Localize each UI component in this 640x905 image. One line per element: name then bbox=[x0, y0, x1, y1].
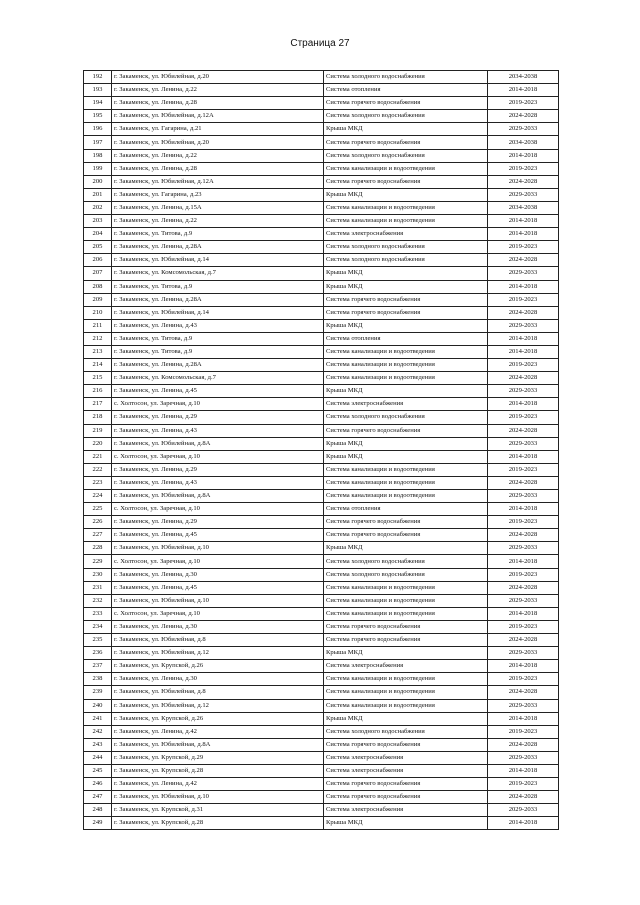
row-number: 192 bbox=[84, 71, 112, 84]
row-number: 228 bbox=[84, 542, 112, 555]
table-row bbox=[84, 686, 559, 699]
system-cell: Система отопления bbox=[324, 332, 488, 345]
page-title: Страница 27 bbox=[290, 38, 350, 49]
period-cell: 2014-2018 bbox=[488, 215, 559, 228]
period-cell: 2014-2018 bbox=[488, 817, 559, 830]
table-row bbox=[84, 228, 559, 241]
row-number: 221 bbox=[84, 450, 112, 463]
system-cell: Система холодного водоснабжения bbox=[324, 71, 488, 84]
system-cell: Система горячего водоснабжения bbox=[324, 738, 488, 751]
period-cell: 2014-2018 bbox=[488, 764, 559, 777]
table-row bbox=[84, 215, 559, 228]
row-number: 195 bbox=[84, 110, 112, 123]
address-cell: г. Закаменск, ул. Юбилейная, д.10 bbox=[112, 791, 324, 804]
address-cell: г. Закаменск, ул. Юбилейная, д.8 bbox=[112, 634, 324, 647]
table-row bbox=[84, 542, 559, 555]
period-cell: 2024-2028 bbox=[488, 254, 559, 267]
table-row bbox=[84, 398, 559, 411]
table-row bbox=[84, 463, 559, 476]
address-cell: г. Закаменск, ул. Комсомольская, д.7 bbox=[112, 267, 324, 280]
table-row bbox=[84, 385, 559, 398]
table-row bbox=[84, 149, 559, 162]
address-cell: г. Закаменск, ул. Юбилейная, д.10 bbox=[112, 542, 324, 555]
system-cell: Система канализации и водоотведения bbox=[324, 372, 488, 385]
table-row bbox=[84, 634, 559, 647]
system-cell: Система холодного водоснабжения bbox=[324, 149, 488, 162]
table-row bbox=[84, 673, 559, 686]
period-cell: 2014-2018 bbox=[488, 660, 559, 673]
table-row bbox=[84, 568, 559, 581]
address-cell: г. Закаменск, ул. Юбилейная, д.8А bbox=[112, 738, 324, 751]
address-cell: с. Холтосон, ул. Заречная, д.10 bbox=[112, 555, 324, 568]
table-row bbox=[84, 345, 559, 358]
system-cell: Система канализации и водоотведения bbox=[324, 345, 488, 358]
address-cell: г. Закаменск, ул. Юбилейная, д.12А bbox=[112, 175, 324, 188]
row-number: 225 bbox=[84, 503, 112, 516]
address-cell: г. Закаменск, ул. Ленина, д.42 bbox=[112, 725, 324, 738]
table-row bbox=[84, 254, 559, 267]
address-cell: г. Закаменск, ул. Ленина, д.29 bbox=[112, 411, 324, 424]
table-row bbox=[84, 804, 559, 817]
table-body bbox=[84, 71, 559, 830]
period-cell: 2019-2023 bbox=[488, 241, 559, 254]
period-cell: 2014-2018 bbox=[488, 332, 559, 345]
address-cell: г. Закаменск, ул. Ленина, д.43 bbox=[112, 476, 324, 489]
row-number: 197 bbox=[84, 136, 112, 149]
table-row bbox=[84, 332, 559, 345]
period-cell: 2019-2023 bbox=[488, 162, 559, 175]
address-cell: с. Холтосон, ул. Заречная, д.10 bbox=[112, 503, 324, 516]
system-cell: Система отопления bbox=[324, 503, 488, 516]
row-number: 233 bbox=[84, 607, 112, 620]
period-cell: 2014-2018 bbox=[488, 398, 559, 411]
table-row bbox=[84, 529, 559, 542]
period-cell: 2014-2018 bbox=[488, 280, 559, 293]
table-row bbox=[84, 476, 559, 489]
row-number: 220 bbox=[84, 437, 112, 450]
table-row bbox=[84, 267, 559, 280]
period-cell: 2024-2028 bbox=[488, 175, 559, 188]
address-cell: г. Закаменск, ул. Ленина, д.29 bbox=[112, 463, 324, 476]
row-number: 204 bbox=[84, 228, 112, 241]
period-cell: 2014-2018 bbox=[488, 555, 559, 568]
period-cell: 2019-2023 bbox=[488, 778, 559, 791]
row-number: 213 bbox=[84, 345, 112, 358]
system-cell: Система электроснабжения bbox=[324, 804, 488, 817]
system-cell: Система электроснабжения bbox=[324, 751, 488, 764]
row-number: 211 bbox=[84, 319, 112, 332]
address-cell: г. Закаменск, ул. Ленина, д.30 bbox=[112, 568, 324, 581]
table-row bbox=[84, 712, 559, 725]
period-cell: 2024-2028 bbox=[488, 110, 559, 123]
system-cell: Крыша МКД bbox=[324, 319, 488, 332]
table-row bbox=[84, 162, 559, 175]
row-number: 205 bbox=[84, 241, 112, 254]
system-cell: Система горячего водоснабжения bbox=[324, 529, 488, 542]
row-number: 236 bbox=[84, 647, 112, 660]
row-number: 237 bbox=[84, 660, 112, 673]
period-cell: 2029-2033 bbox=[488, 751, 559, 764]
address-cell: г. Закаменск, ул. Ленина, д.22 bbox=[112, 84, 324, 97]
system-cell: Система горячего водоснабжения bbox=[324, 634, 488, 647]
table-row bbox=[84, 817, 559, 830]
period-cell: 2024-2028 bbox=[488, 686, 559, 699]
system-cell: Система холодного водоснабжения bbox=[324, 411, 488, 424]
address-cell: г. Закаменск, ул. Ленина, д.45 bbox=[112, 385, 324, 398]
row-number: 202 bbox=[84, 201, 112, 214]
table-row bbox=[84, 607, 559, 620]
row-number: 248 bbox=[84, 804, 112, 817]
address-cell: г. Закаменск, ул. Ленина, д.45 bbox=[112, 581, 324, 594]
period-cell: 2029-2033 bbox=[488, 594, 559, 607]
system-cell: Система канализации и водоотведения bbox=[324, 359, 488, 372]
address-cell: г. Закаменск, ул. Юбилейная, д.8 bbox=[112, 686, 324, 699]
period-cell: 2019-2023 bbox=[488, 620, 559, 633]
system-cell: Система горячего водоснабжения bbox=[324, 97, 488, 110]
row-number: 244 bbox=[84, 751, 112, 764]
system-cell: Крыша МКД bbox=[324, 542, 488, 555]
row-number: 201 bbox=[84, 188, 112, 201]
table-row bbox=[84, 123, 559, 136]
period-cell: 2019-2023 bbox=[488, 725, 559, 738]
row-number: 209 bbox=[84, 293, 112, 306]
row-number: 234 bbox=[84, 620, 112, 633]
period-cell: 2034-2038 bbox=[488, 201, 559, 214]
address-cell: г. Закаменск, ул. Ленина, д.30 bbox=[112, 673, 324, 686]
system-cell: Система электроснабжения bbox=[324, 398, 488, 411]
period-cell: 2029-2033 bbox=[488, 804, 559, 817]
period-cell: 2029-2033 bbox=[488, 267, 559, 280]
system-cell: Крыша МКД bbox=[324, 712, 488, 725]
row-number: 247 bbox=[84, 791, 112, 804]
system-cell: Система холодного водоснабжения bbox=[324, 725, 488, 738]
row-number: 212 bbox=[84, 332, 112, 345]
row-number: 246 bbox=[84, 778, 112, 791]
system-cell: Система холодного водоснабжения bbox=[324, 555, 488, 568]
row-number: 196 bbox=[84, 123, 112, 136]
row-number: 232 bbox=[84, 594, 112, 607]
table-row bbox=[84, 175, 559, 188]
address-cell: г. Закаменск, ул. Комсомольская, д.7 bbox=[112, 372, 324, 385]
row-number: 200 bbox=[84, 175, 112, 188]
system-cell: Система холодного водоснабжения bbox=[324, 254, 488, 267]
table-row bbox=[84, 411, 559, 424]
table-row bbox=[84, 725, 559, 738]
period-cell: 2019-2023 bbox=[488, 463, 559, 476]
period-cell: 2029-2033 bbox=[488, 699, 559, 712]
table-row bbox=[84, 359, 559, 372]
address-cell: г. Закаменск, ул. Крупской, д.26 bbox=[112, 712, 324, 725]
row-number: 230 bbox=[84, 568, 112, 581]
row-number: 227 bbox=[84, 529, 112, 542]
table-row bbox=[84, 516, 559, 529]
table-row bbox=[84, 437, 559, 450]
table-row bbox=[84, 450, 559, 463]
table-row bbox=[84, 188, 559, 201]
table-row bbox=[84, 738, 559, 751]
system-cell: Система горячего водоснабжения bbox=[324, 791, 488, 804]
address-cell: г. Закаменск, ул. Юбилейная, д.20 bbox=[112, 136, 324, 149]
system-cell: Система горячего водоснабжения bbox=[324, 293, 488, 306]
address-cell: г. Закаменск, ул. Юбилейная, д.20 bbox=[112, 71, 324, 84]
system-cell: Система горячего водоснабжения bbox=[324, 620, 488, 633]
address-cell: г. Закаменск, ул. Юбилейная, д.14 bbox=[112, 254, 324, 267]
address-cell: г. Закаменск, ул. Титова, д.9 bbox=[112, 332, 324, 345]
row-number: 226 bbox=[84, 516, 112, 529]
system-cell: Крыша МКД bbox=[324, 647, 488, 660]
system-cell: Система отопления bbox=[324, 84, 488, 97]
table-row bbox=[84, 424, 559, 437]
period-cell: 2014-2018 bbox=[488, 712, 559, 725]
row-number: 240 bbox=[84, 699, 112, 712]
address-cell: г. Закаменск, ул. Юбилейная, д.14 bbox=[112, 306, 324, 319]
table-row bbox=[84, 280, 559, 293]
address-cell: с. Холтосон, ул. Заречная, д.10 bbox=[112, 398, 324, 411]
period-cell: 2019-2023 bbox=[488, 411, 559, 424]
system-cell: Система холодного водоснабжения bbox=[324, 241, 488, 254]
address-cell: г. Закаменск, ул. Ленина, д.28А bbox=[112, 241, 324, 254]
period-cell: 2014-2018 bbox=[488, 450, 559, 463]
system-cell: Система канализации и водоотведения bbox=[324, 463, 488, 476]
system-cell: Система горячего водоснабжения bbox=[324, 516, 488, 529]
period-cell: 2029-2033 bbox=[488, 188, 559, 201]
period-cell: 2014-2018 bbox=[488, 607, 559, 620]
system-cell: Система электроснабжения bbox=[324, 660, 488, 673]
table-row bbox=[84, 136, 559, 149]
table-row bbox=[84, 660, 559, 673]
address-cell: г. Закаменск, ул. Титова, д.9 bbox=[112, 228, 324, 241]
system-cell: Крыша МКД bbox=[324, 817, 488, 830]
address-cell: г. Закаменск, ул. Крупской, д.31 bbox=[112, 804, 324, 817]
table-row bbox=[84, 647, 559, 660]
address-cell: г. Закаменск, ул. Гагарина, д.21 bbox=[112, 123, 324, 136]
address-cell: г. Закаменск, ул. Ленина, д.43 bbox=[112, 319, 324, 332]
row-number: 207 bbox=[84, 267, 112, 280]
row-number: 214 bbox=[84, 359, 112, 372]
row-number: 224 bbox=[84, 490, 112, 503]
period-cell: 2024-2028 bbox=[488, 634, 559, 647]
period-cell: 2029-2033 bbox=[488, 385, 559, 398]
table-row bbox=[84, 97, 559, 110]
row-number: 238 bbox=[84, 673, 112, 686]
row-number: 223 bbox=[84, 476, 112, 489]
address-cell: г. Закаменск, ул. Ленина, д.42 bbox=[112, 778, 324, 791]
period-cell: 2024-2028 bbox=[488, 306, 559, 319]
table-row bbox=[84, 201, 559, 214]
row-number: 243 bbox=[84, 738, 112, 751]
address-cell: г. Закаменск, ул. Ленина, д.22 bbox=[112, 215, 324, 228]
system-cell: Система канализации и водоотведения bbox=[324, 699, 488, 712]
period-cell: 2034-2038 bbox=[488, 71, 559, 84]
address-cell: г. Закаменск, ул. Юбилейная, д.8А bbox=[112, 437, 324, 450]
row-number: 239 bbox=[84, 686, 112, 699]
address-cell: г. Закаменск, ул. Ленина, д.45 bbox=[112, 529, 324, 542]
system-cell: Система канализации и водоотведения bbox=[324, 686, 488, 699]
repair-schedule-table bbox=[83, 70, 559, 830]
row-number: 229 bbox=[84, 555, 112, 568]
system-cell: Система электроснабжения bbox=[324, 228, 488, 241]
period-cell: 2014-2018 bbox=[488, 149, 559, 162]
table-row bbox=[84, 71, 559, 84]
row-number: 198 bbox=[84, 149, 112, 162]
row-number: 222 bbox=[84, 463, 112, 476]
table-row bbox=[84, 620, 559, 633]
system-cell: Крыша МКД bbox=[324, 188, 488, 201]
period-cell: 2024-2028 bbox=[488, 424, 559, 437]
system-cell: Система холодного водоснабжения bbox=[324, 110, 488, 123]
address-cell: г. Закаменск, ул. Ленина, д.30 bbox=[112, 620, 324, 633]
system-cell: Система холодного водоснабжения bbox=[324, 568, 488, 581]
address-cell: г. Закаменск, ул. Титова, д.9 bbox=[112, 280, 324, 293]
address-cell: г. Закаменск, ул. Гагарина, д.23 bbox=[112, 188, 324, 201]
period-cell: 2024-2028 bbox=[488, 529, 559, 542]
period-cell: 2019-2023 bbox=[488, 568, 559, 581]
address-cell: г. Закаменск, ул. Ленина, д.28А bbox=[112, 293, 324, 306]
system-cell: Система горячего водоснабжения bbox=[324, 175, 488, 188]
table-row bbox=[84, 490, 559, 503]
period-cell: 2024-2028 bbox=[488, 372, 559, 385]
period-cell: 2019-2023 bbox=[488, 359, 559, 372]
period-cell: 2019-2023 bbox=[488, 293, 559, 306]
address-cell: г. Закаменск, ул. Ленина, д.29 bbox=[112, 516, 324, 529]
address-cell: г. Закаменск, ул. Крупской, д.26 bbox=[112, 660, 324, 673]
address-cell: г. Закаменск, ул. Ленина, д.15А bbox=[112, 201, 324, 214]
address-cell: г. Закаменск, ул. Ленина, д.28 bbox=[112, 162, 324, 175]
table-row bbox=[84, 751, 559, 764]
address-cell: г. Закаменск, ул. Ленина, д.43 bbox=[112, 424, 324, 437]
period-cell: 2034-2038 bbox=[488, 136, 559, 149]
row-number: 235 bbox=[84, 634, 112, 647]
system-cell: Система канализации и водоотведения bbox=[324, 476, 488, 489]
row-number: 199 bbox=[84, 162, 112, 175]
system-cell: Система горячего водоснабжения bbox=[324, 306, 488, 319]
address-cell: с. Холтосон, ул. Заречная, д.10 bbox=[112, 607, 324, 620]
address-cell: г. Закаменск, ул. Титова, д.9 bbox=[112, 345, 324, 358]
system-cell: Система канализации и водоотведения bbox=[324, 201, 488, 214]
table-row bbox=[84, 110, 559, 123]
address-cell: г. Закаменск, ул. Ленина, д.28А bbox=[112, 359, 324, 372]
table-row bbox=[84, 84, 559, 97]
address-cell: г. Закаменск, ул. Юбилейная, д.12А bbox=[112, 110, 324, 123]
period-cell: 2014-2018 bbox=[488, 345, 559, 358]
period-cell: 2029-2033 bbox=[488, 437, 559, 450]
row-number: 249 bbox=[84, 817, 112, 830]
table-row bbox=[84, 581, 559, 594]
system-cell: Система горячего водоснабжения bbox=[324, 136, 488, 149]
system-cell: Система канализации и водоотведения bbox=[324, 607, 488, 620]
row-number: 203 bbox=[84, 215, 112, 228]
address-cell: г. Закаменск, ул. Ленина, д.28 bbox=[112, 97, 324, 110]
address-cell: г. Закаменск, ул. Юбилейная, д.12 bbox=[112, 699, 324, 712]
period-cell: 2029-2033 bbox=[488, 490, 559, 503]
row-number: 218 bbox=[84, 411, 112, 424]
address-cell: г. Закаменск, ул. Крупской, д.29 bbox=[112, 751, 324, 764]
row-number: 206 bbox=[84, 254, 112, 267]
system-cell: Система канализации и водоотведения bbox=[324, 594, 488, 607]
row-number: 217 bbox=[84, 398, 112, 411]
period-cell: 2029-2033 bbox=[488, 647, 559, 660]
system-cell: Система канализации и водоотведения bbox=[324, 215, 488, 228]
row-number: 208 bbox=[84, 280, 112, 293]
table-row bbox=[84, 555, 559, 568]
period-cell: 2019-2023 bbox=[488, 516, 559, 529]
table-row bbox=[84, 241, 559, 254]
system-cell: Крыша МКД bbox=[324, 123, 488, 136]
table-row bbox=[84, 306, 559, 319]
period-cell: 2029-2033 bbox=[488, 319, 559, 332]
row-number: 241 bbox=[84, 712, 112, 725]
system-cell: Система канализации и водоотведения bbox=[324, 581, 488, 594]
table-row bbox=[84, 503, 559, 516]
row-number: 242 bbox=[84, 725, 112, 738]
period-cell: 2014-2018 bbox=[488, 84, 559, 97]
table-row bbox=[84, 372, 559, 385]
row-number: 215 bbox=[84, 372, 112, 385]
system-cell: Крыша МКД bbox=[324, 437, 488, 450]
system-cell: Система канализации и водоотведения bbox=[324, 490, 488, 503]
period-cell: 2024-2028 bbox=[488, 791, 559, 804]
system-cell: Система горячего водоснабжения bbox=[324, 778, 488, 791]
address-cell: г. Закаменск, ул. Крупской, д.28 bbox=[112, 764, 324, 777]
address-cell: г. Закаменск, ул. Юбилейная, д.8А bbox=[112, 490, 324, 503]
period-cell: 2024-2028 bbox=[488, 476, 559, 489]
table-row bbox=[84, 764, 559, 777]
address-cell: с. Холтосон, ул. Заречная, д.10 bbox=[112, 450, 324, 463]
table-row bbox=[84, 594, 559, 607]
table-row bbox=[84, 791, 559, 804]
table-row bbox=[84, 319, 559, 332]
system-cell: Система канализации и водоотведения bbox=[324, 162, 488, 175]
system-cell: Система горячего водоснабжения bbox=[324, 424, 488, 437]
system-cell: Система канализации и водоотведения bbox=[324, 673, 488, 686]
table-row bbox=[84, 778, 559, 791]
row-number: 245 bbox=[84, 764, 112, 777]
address-cell: г. Закаменск, ул. Ленина, д.22 bbox=[112, 149, 324, 162]
system-cell: Система электроснабжения bbox=[324, 764, 488, 777]
table-row bbox=[84, 293, 559, 306]
address-cell: г. Закаменск, ул. Юбилейная, д.12 bbox=[112, 647, 324, 660]
row-number: 219 bbox=[84, 424, 112, 437]
address-cell: г. Закаменск, ул. Юбилейная, д.10 bbox=[112, 594, 324, 607]
row-number: 231 bbox=[84, 581, 112, 594]
system-cell: Крыша МКД bbox=[324, 267, 488, 280]
period-cell: 2029-2033 bbox=[488, 542, 559, 555]
period-cell: 2019-2023 bbox=[488, 97, 559, 110]
system-cell: Крыша МКД bbox=[324, 280, 488, 293]
row-number: 210 bbox=[84, 306, 112, 319]
period-cell: 2014-2018 bbox=[488, 503, 559, 516]
period-cell: 2024-2028 bbox=[488, 581, 559, 594]
system-cell: Крыша МКД bbox=[324, 385, 488, 398]
row-number: 216 bbox=[84, 385, 112, 398]
table-row bbox=[84, 699, 559, 712]
row-number: 193 bbox=[84, 84, 112, 97]
period-cell: 2014-2018 bbox=[488, 228, 559, 241]
period-cell: 2029-2033 bbox=[488, 123, 559, 136]
period-cell: 2019-2023 bbox=[488, 673, 559, 686]
address-cell: г. Закаменск, ул. Крупской, д.28 bbox=[112, 817, 324, 830]
system-cell: Крыша МКД bbox=[324, 450, 488, 463]
row-number: 194 bbox=[84, 97, 112, 110]
period-cell: 2024-2028 bbox=[488, 738, 559, 751]
